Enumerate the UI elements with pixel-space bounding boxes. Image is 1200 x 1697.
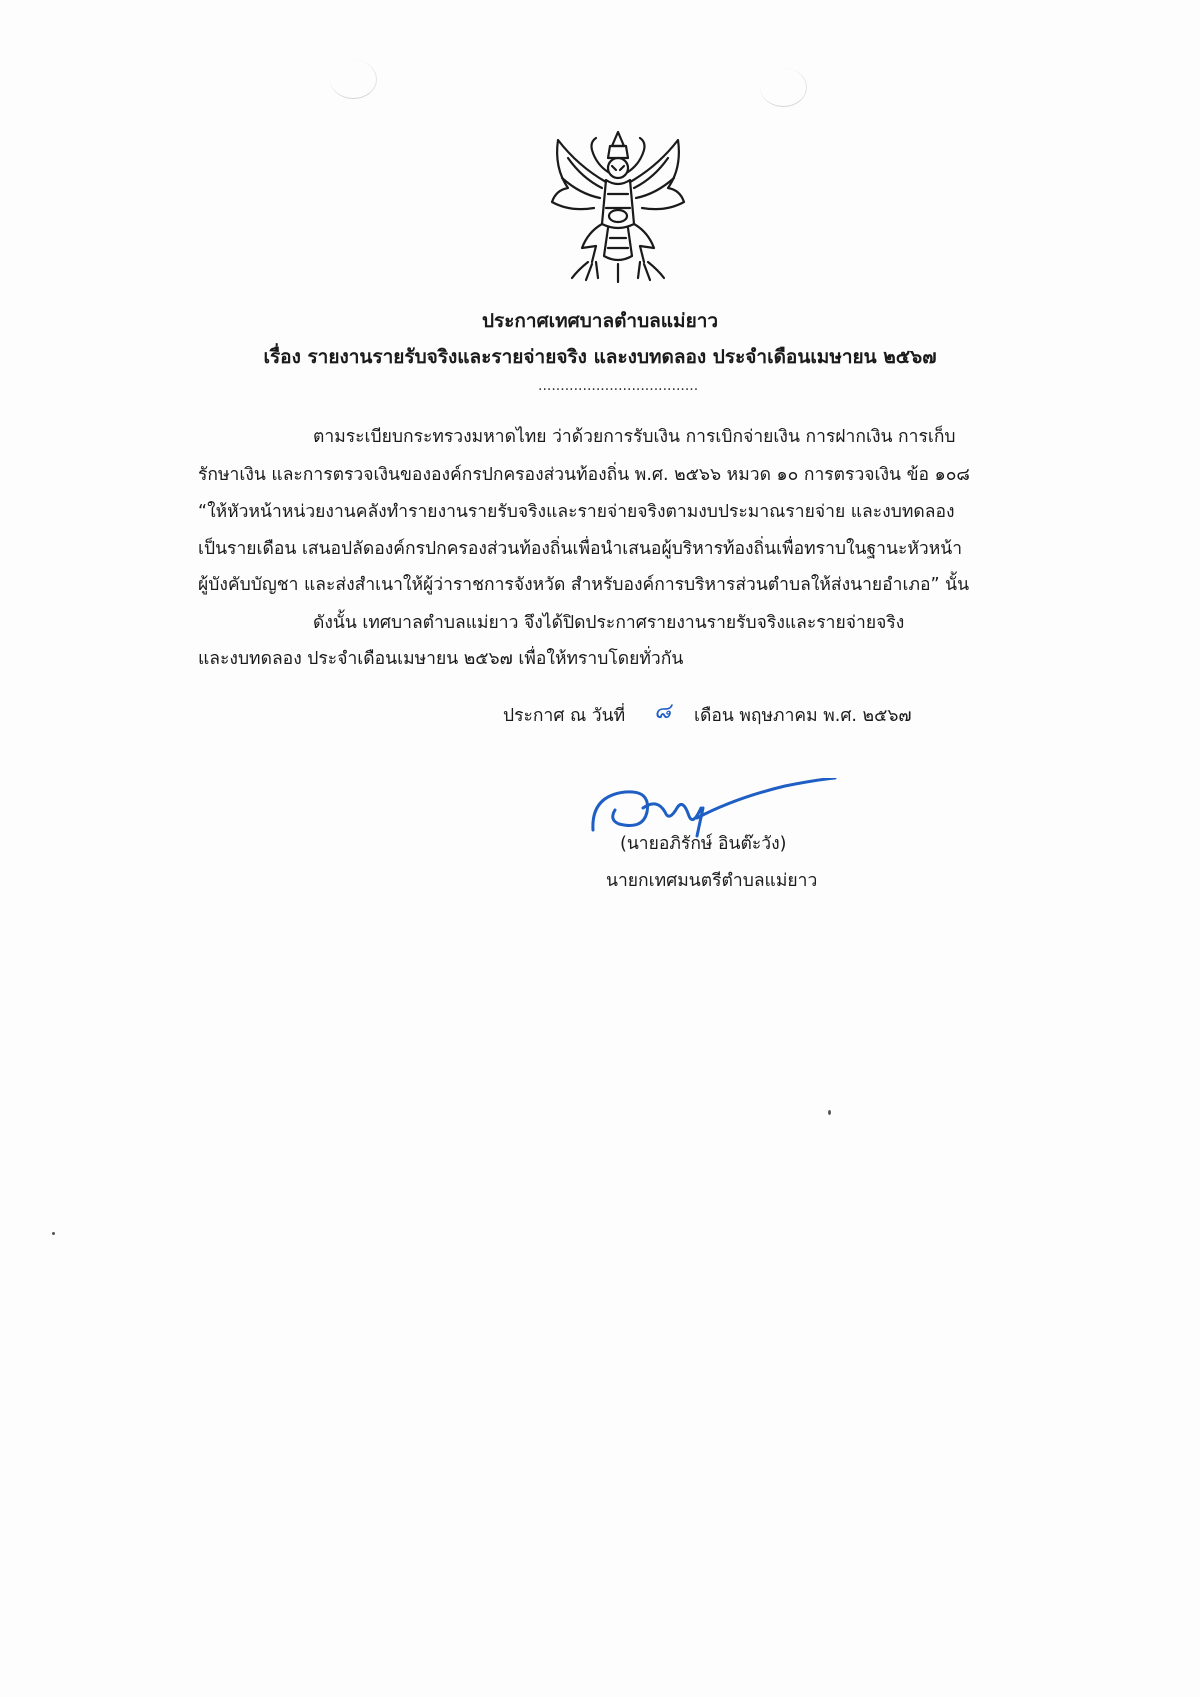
announcement-title: ประกาศเทศบาลตำบลแม่ยาว (481, 310, 719, 332)
scan-speck (828, 1110, 831, 1115)
scan-speck (52, 1232, 55, 1235)
announce-date-suffix: เดือน พฤษภาคม พ.ศ. ๒๕๖๗ (694, 706, 912, 726)
paragraph-1-line-4: เป็นรายเดือน เสนอปลัดองค์กรปกครองส่วนท้องถิ่นเพื่อนำเสนอผู้บริหารท้องถิ่นเพื่อทราบในฐานะหัวหน้า (198, 539, 963, 559)
paragraph-1-line-5: ผู้บังคับบัญชา และส่งสำเนาให้ผู้ว่าราชการจังหวัด สำหรับองค์การบริหารส่วนตำบลให้ส่งนายอำเภอ” นั้น (198, 575, 970, 595)
punch-hole-right (760, 68, 807, 107)
punch-hole-left (330, 60, 377, 99)
announce-day: ๘ (654, 699, 671, 724)
paragraph-1-line-1: ตามระเบียบกระทรวงมหาดไทย ว่าด้วยการรับเงิน การเบิกจ่ายเงิน การฝากเงิน การเก็บ (313, 427, 956, 447)
signatory-position: นายกเทศมนตรีตำบลแม่ยาว (606, 871, 818, 891)
paragraph-2-line-1: ดังนั้น เทศบาลตำบลแม่ยาว จึงได้ปิดประกาศรายงานรายรับจริงและรายจ่ายจริง (313, 613, 905, 633)
paragraph-1-line-3: “ให้หัวหน้าหน่วยงานคลังทำรายงานรายรับจริงและรายจ่ายจริงตามงบประมาณรายจ่าย และงบทดลอง (198, 502, 955, 522)
garuda-emblem-icon (548, 128, 688, 284)
separator-dots: .................................... (538, 378, 699, 394)
announce-date-prefix: ประกาศ ณ วันที่ (503, 706, 626, 726)
signatory-name: (นายอภิรักษ์ อินต๊ะวัง) (620, 834, 787, 854)
paragraph-1-line-2: รักษาเงิน และการตรวจเงินขององค์กรปกครองส่วนท้องถิ่น พ.ศ. ๒๕๖๖ หมวด ๑๐ การตรวจเงิน ข้อ ๑๐๘ (198, 465, 970, 485)
announcement-subject: เรื่อง รายงานรายรับจริงและรายจ่ายจริง และงบทดลอง ประจำเดือนเมษายน ๒๕๖๗ (263, 346, 937, 368)
paragraph-2-line-2: และงบทดลอง ประจำเดือนเมษายน ๒๕๖๗ เพื่อให้ทราบโดยทั่วกัน (198, 649, 684, 669)
